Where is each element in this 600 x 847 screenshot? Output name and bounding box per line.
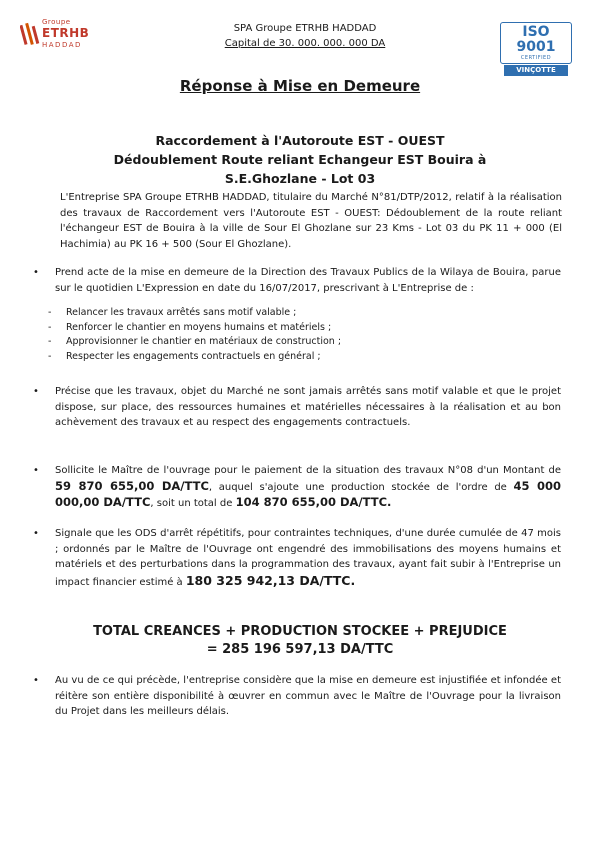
company-name: SPA Groupe ETRHB HADDAD	[233, 23, 377, 34]
list-item	[48, 350, 448, 365]
company-logo	[20, 18, 92, 54]
company-header	[210, 21, 400, 51]
bullet-text	[55, 463, 561, 512]
iso-vincotte-label: VINÇOTTE	[504, 65, 568, 76]
amount-prejudice: 180 325 942,13 DA/TTC.	[185, 572, 356, 588]
sollicite-text-3: , soit un total de	[150, 498, 236, 509]
bullet-precise	[33, 384, 561, 431]
logo-name-text: ETRHB	[42, 26, 90, 40]
intro-paragraph	[60, 190, 562, 252]
prescriptions-list	[48, 306, 448, 364]
bullet-icon: •	[33, 528, 39, 539]
bullet-text: Au vu de ce qui précède, l'entreprise considère que la mise en demeure est injustifiée et infondée et réitère son entière disponibilité à œuvrer en commun avec le Maître de l'Ouvrage pour la livraison du Projet dans les meilleurs délais.	[55, 675, 561, 717]
document-subject	[90, 131, 510, 188]
dash-icon: -	[48, 321, 52, 333]
total-claims	[0, 623, 600, 659]
bullet-sollicite	[33, 463, 561, 512]
dash-icon: -	[48, 307, 52, 318]
bullet-text: Prend acte de la mise en demeure de la Direction des Travaux Publics de la Wilaya de Bouira, parue sur le quotidien L'Expression en date du 16/07/2017, prescrivant à L'Entreprise de :	[55, 267, 561, 294]
iso-number: ISO 9001	[516, 24, 556, 55]
dash-icon: -	[48, 350, 52, 362]
amount-production-stockee: 45 000 000,00 DA/TTC	[55, 478, 561, 509]
list-item	[48, 306, 448, 321]
sollicite-text-1: Sollicite le Maître de l'ouvrage pour le paiement de la situation des travaux N°08 d'un Montant de	[55, 465, 561, 476]
bullet-icon: •	[33, 386, 39, 397]
bullet-conclusion	[33, 673, 561, 720]
intro-project: Raccordement vers l'Autoroute EST - OUEST: Dédoublement de la route reliant l'échangeur EST de Bouira à la ville de Sour El Ghozlane sur 23 Kms - Lot 03 du PK 11 + 000 (El Hachimia) au PK 16 + 500 (Sour El Ghozlane).	[60, 207, 562, 250]
document-title: Réponse à Mise en Demeure	[179, 77, 421, 95]
bullet-text	[55, 526, 561, 590]
bullet-text: Précise que les travaux, objet du Marché ne sont jamais arrêtés sans motif valable et que le projet dispose, sur place, des ressources humaines et matérielles nécessaires à la réalisation et au bon achèvement des travaux et au respect des engagements contractuels.	[55, 386, 561, 428]
etrhb-logo-icon	[20, 22, 40, 48]
intro-text-1: L'Entreprise	[60, 192, 123, 203]
bullet-icon: •	[33, 267, 39, 278]
list-item-text: Relancer les travaux arrêtés sans motif valable ;	[66, 307, 297, 318]
intro-text-2: , titulaire du Marché N°81/DTP/2012, relatif à la réalisation des travaux de	[60, 192, 563, 219]
signale-text: Signale que les ODS d'arrêt répétitifs, pour contraintes techniques, d'une durée cumulée de 47 mois ; ordonnés par le Maître de l'Ouvrage ont engendré des immobilisations des moyens humains et matériels et des perturbations dans la programmation des travaux, ayant fait subir à l'Entreprise un impact financier estimé à	[55, 528, 561, 588]
subject-line-2: Dédoublement Route reliant Echangeur EST Bouira à S.E.Ghozlane - Lot 03	[113, 152, 487, 186]
total-label: TOTAL CREANCES + PRODUCTION STOCKEE + PREJUDICE	[93, 624, 507, 639]
list-item	[48, 321, 448, 336]
bullet-icon: •	[33, 465, 39, 476]
list-item-text: Respecter les engagements contractuels en général ;	[66, 350, 321, 362]
list-item-text: Approvisionner le chantier en matériaux de construction ;	[66, 336, 342, 347]
logo-groupe-text: Groupe	[42, 18, 71, 26]
iso-certified-label: CERTIFIED	[520, 55, 552, 61]
logo-sub-text: HADDAD	[42, 41, 82, 49]
intro-company: SPA Groupe ETRHB HADDAD	[123, 192, 267, 203]
bullet-signale	[33, 526, 561, 590]
iso-certification-badge	[500, 22, 572, 74]
dash-icon: -	[48, 336, 52, 347]
subject-line-1: Raccordement à l'Autoroute EST - OUEST	[155, 133, 445, 148]
list-item-text: Renforcer le chantier en moyens humains et matériels ;	[66, 321, 332, 333]
amount-total: 104 870 655,00 DA/TTC.	[235, 495, 392, 509]
total-amount: = 285 196 597,13 DA/TTC	[206, 642, 394, 657]
bullet-icon: •	[33, 675, 39, 686]
amount-situation: 59 870 655,00 DA/TTC	[55, 478, 209, 493]
list-item	[48, 335, 448, 350]
company-capital: Capital de 30. 000. 000. 000 DA	[224, 38, 386, 49]
bullet-prend-acte	[33, 265, 561, 296]
sollicite-text-2: , auquel s'ajoute une production stockée de l'ordre de	[208, 481, 514, 493]
